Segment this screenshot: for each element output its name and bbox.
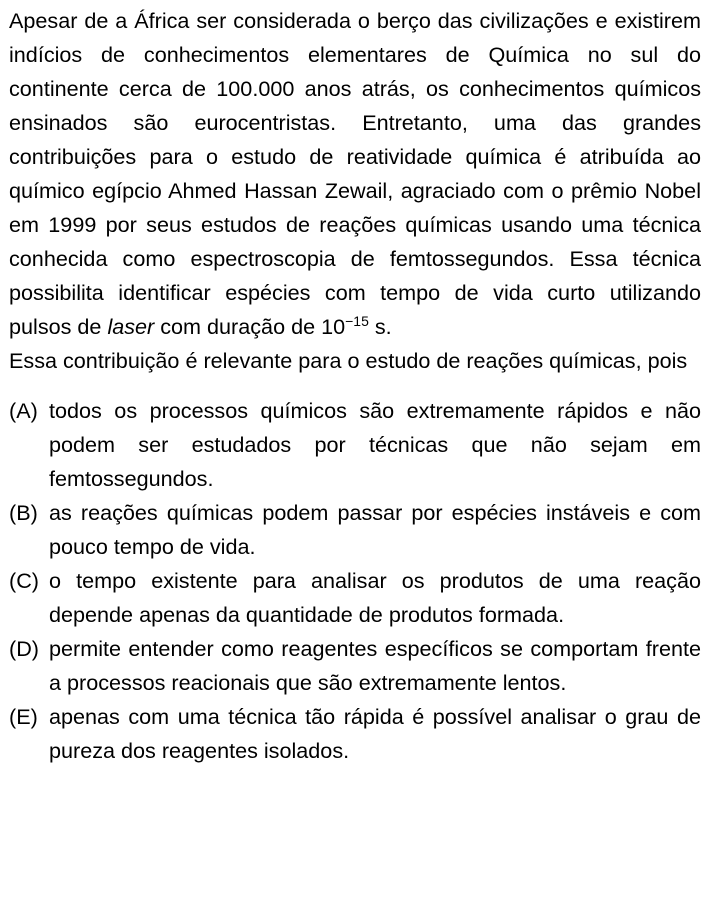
option-letter: (E) <box>9 704 38 729</box>
answer-options <box>9 394 701 768</box>
option-letter: (D) <box>9 636 39 661</box>
option-b[interactable] <box>9 496 701 564</box>
stem-italic-word: laser <box>107 314 155 339</box>
option-e[interactable] <box>9 700 701 768</box>
stem-exponent: −15 <box>345 313 369 329</box>
option-text: as reações químicas podem passar por espécies instáveis e com pouco tempo de vida. <box>49 500 701 559</box>
option-text: permite entender como reagentes específicos se comportam frente a processos reacionais que são extremamente lentos. <box>49 636 701 695</box>
option-text: apenas com uma técnica tão rápida é possível analisar o grau de pureza dos reagentes isolados. <box>49 704 701 763</box>
option-text: todos os processos químicos são extremamente rápidos e não podem ser estudados por técnicas que não sejam em femtossegundos. <box>49 398 701 491</box>
stem-text-part1: Apesar de a África ser considerada o berço das civilizações e existirem indícios de conhecimentos elementares de Química no sul do continente cerca de 100.000 anos atrás, os conhecimentos químicos ensinados são eurocentristas. Entretanto, uma das grandes contribuições para o estudo de reatividade química é atribuída ao químico egípcio Ahmed Hassan Zewail, agraciado com o prêmio Nobel em 1999 por seus estudos de reações químicas usando uma técnica conhecida como espectroscopia de femtossegundos. Essa técnica possibilita identificar espécies com tempo de vida curto utilizando pulsos de <box>9 8 701 339</box>
stem-text-part3: s. <box>368 314 392 339</box>
option-c[interactable] <box>9 564 701 632</box>
question-stem <box>9 4 701 344</box>
option-text: o tempo existente para analisar os produtos de uma reação depende apenas da quantidade de produtos formada. <box>49 568 701 627</box>
option-letter: (C) <box>9 568 39 593</box>
option-d[interactable] <box>9 632 701 700</box>
stem-paragraph <box>9 4 701 344</box>
option-letter: (A) <box>9 398 38 423</box>
stem-text-part2: com duração de 10 <box>154 314 346 339</box>
option-a[interactable] <box>9 394 701 496</box>
option-letter: (B) <box>9 500 38 525</box>
question-prompt: Essa contribuição é relevante para o estudo de reações químicas, pois <box>9 348 688 373</box>
